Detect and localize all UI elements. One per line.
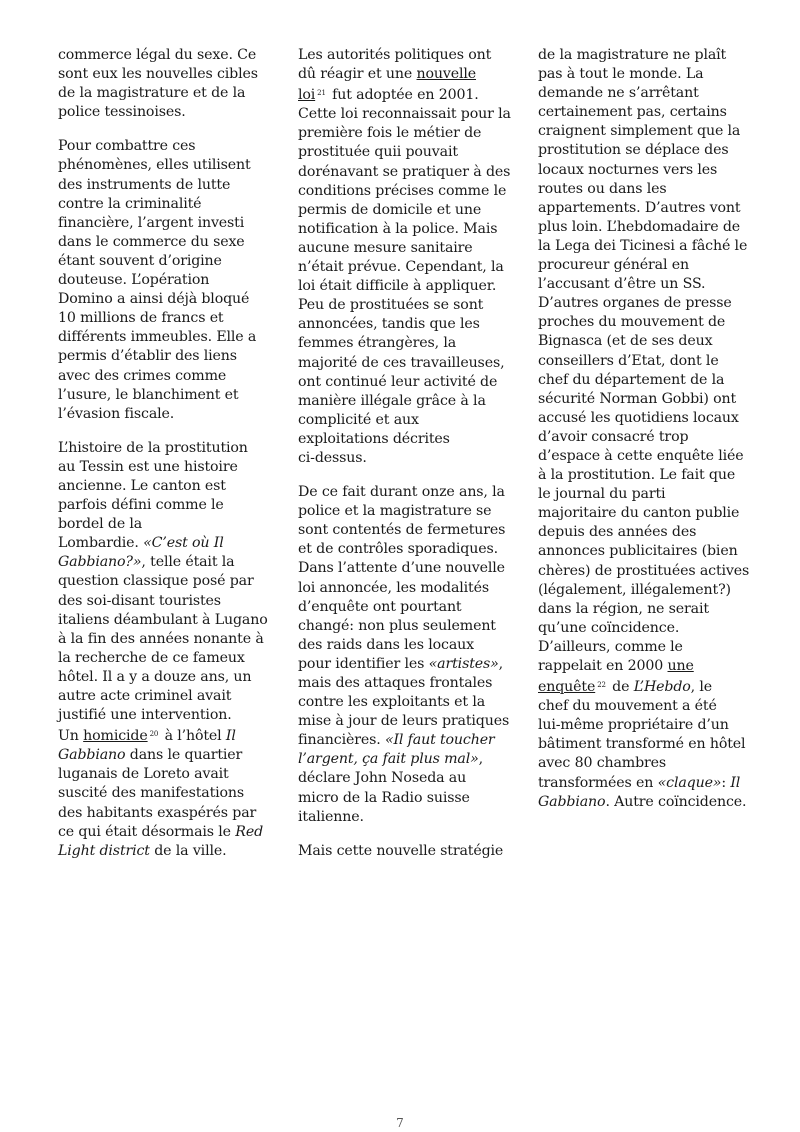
paragraph: Mais cette nouvelle stratégie: [298, 842, 504, 859]
paragraph: [58, 439, 276, 861]
text-run: de la ville.: [149, 842, 227, 859]
text-run: dans le quartier luganais de Loreto avait suscité des manifestations des habitants exaspérés par ce qui était désormais le: [58, 747, 257, 840]
quote-italic: «C’est où Il Gabbiano?»: [58, 535, 224, 571]
text-run: de la magistrature ne plaît pas à tout le monde. La demande ne s’arrêtant certainement pas, certains craignent simplement que la prostitution se déplace des locaux nocturnes vers les routes ou dans les appartements. D’autres vont plus loin. L’hebdomadaire de la Lega dei Ticinesi a fâché le procureur général en l’accusant d’être un SS. D’autres organes de presse proches du mouvement de Bignasca (et de ses deux conseillers d’Etat, dont le chef du département de la sécurité Norman Gobbi) ont accusé les quotidiens locaux d’avoir consacré trop d’espace à cette enquête liée à la prostitution. Le fait que le journal du parti majoritaire du canton publie depuis des années des annonces publicitaires (bien chères) de prostituées actives (légalement, illégalement?) dans la région, ne serait qu’une coïncidence. D’ailleurs, comme le rappelait en 2000: [538, 47, 750, 674]
footnote-ref[interactable]: 21: [317, 89, 326, 98]
une-enquete-link[interactable]: enquête: [538, 679, 596, 696]
hebdo-italic: L’Hebdo: [633, 679, 691, 696]
footnote-ref[interactable]: 22: [597, 681, 606, 690]
text-run: fut adoptée en 2001. Cette loi reconnaissait pour la première fois le métier de prostituée quii pouvait dorénavant se pratiquer à des conditions précises comme le permis de domicile et une notification à la police. Mais aucune mesure sanitaire n’était prévue. Cependant, la loi était difficile à appliquer. Peu de prostituées se sont annoncées, tandis que les femmes étrangères, la majorité de ces travailleuses, ont continué leur activité de manière illégale grâce à la complicité et aux exploitations décrites ci-dessus.: [298, 87, 511, 466]
text-run: :: [721, 774, 731, 791]
text-run: , déclare John Noseda au micro de la Radio suisse italienne.: [298, 751, 483, 825]
paragraph: [538, 46, 762, 812]
footnote-ref[interactable]: 20: [149, 730, 159, 739]
text-run: Les autorités politiques ont dû réagir et une: [298, 47, 492, 83]
artistes-italic: «artistes»: [428, 655, 499, 672]
paragraph: [298, 483, 520, 827]
text-run: , mais des attaques frontales contre les exploitants et la mise à jour de leurs pratiques financières.: [298, 655, 510, 749]
text-column-3: [538, 46, 762, 812]
nouvelle-loi-link[interactable]: loi: [298, 87, 316, 104]
red-light-italic: Red Light district: [58, 823, 264, 859]
text-run: De ce fait durant onze ans, la police et la magistrature se sont contentés de fermetures et de contrôles sporadiques. Dans l’attente d’une nouvelle loi annoncée, les modalités d’enquête ont pourtant changé: non plus seulement des raids dans les locaux pour identifier les: [298, 484, 506, 672]
text-column-1: [58, 46, 276, 861]
paragraph: commerce légal du sexe. Ce sont eux les nouvelles cibles de la magistrature et de la police tessinoises.: [58, 47, 258, 121]
text-run: de: [607, 679, 634, 696]
hotel-name-italic: Il Gabbiano: [58, 728, 236, 764]
paragraph: Pour combattre ces phénomènes, elles utilisent des instruments de lutte contre la criminalité financière, l’argent investi dans le commerce du sexe étant souvent d’origine douteuse. L’opération Domino a ainsi déjà bloqué 10 millions de francs et différents immeubles. Elle a permis d’établir des liens avec des crimes comme l’usure, le blanchiment et l’évasion fiscale.: [58, 138, 257, 422]
text-run: , le chef du mouvement a été lui-même propriétaire d’un bâtiment transformé en hôtel avec 80 chambres transformées en: [538, 679, 746, 791]
text-run: à l’hôtel: [160, 728, 226, 745]
text-run: , telle était la question classique posé par des soi-disant touristes italiens déambulant à Lugano à la fin des années nonante à la recherche de ce fameux hôtel. Il a y a douze ans, un autre acte criminel avait justifié une intervention. Un: [58, 554, 268, 745]
quote-italic: «Il faut toucher l’argent, ça fait plus mal»: [298, 732, 495, 768]
text-column-2: [298, 46, 520, 861]
text-run: L’histoire de la prostitution au Tessin est une histoire ancienne. Le canton est parfois défini comme le bordel de la Lombardie.: [58, 439, 248, 552]
homicide-link[interactable]: homicide: [83, 728, 148, 745]
paragraph: [298, 46, 520, 468]
claque-italic: «claque»: [657, 774, 722, 791]
text-run: . Autre coïncidence.: [605, 793, 747, 810]
page-number: 7: [396, 1116, 404, 1130]
hotel-name-italic: Il Gabbiano: [538, 774, 741, 810]
nouvelle-loi-link[interactable]: nouvelle: [416, 66, 477, 83]
une-enquete-link[interactable]: une: [667, 658, 694, 674]
